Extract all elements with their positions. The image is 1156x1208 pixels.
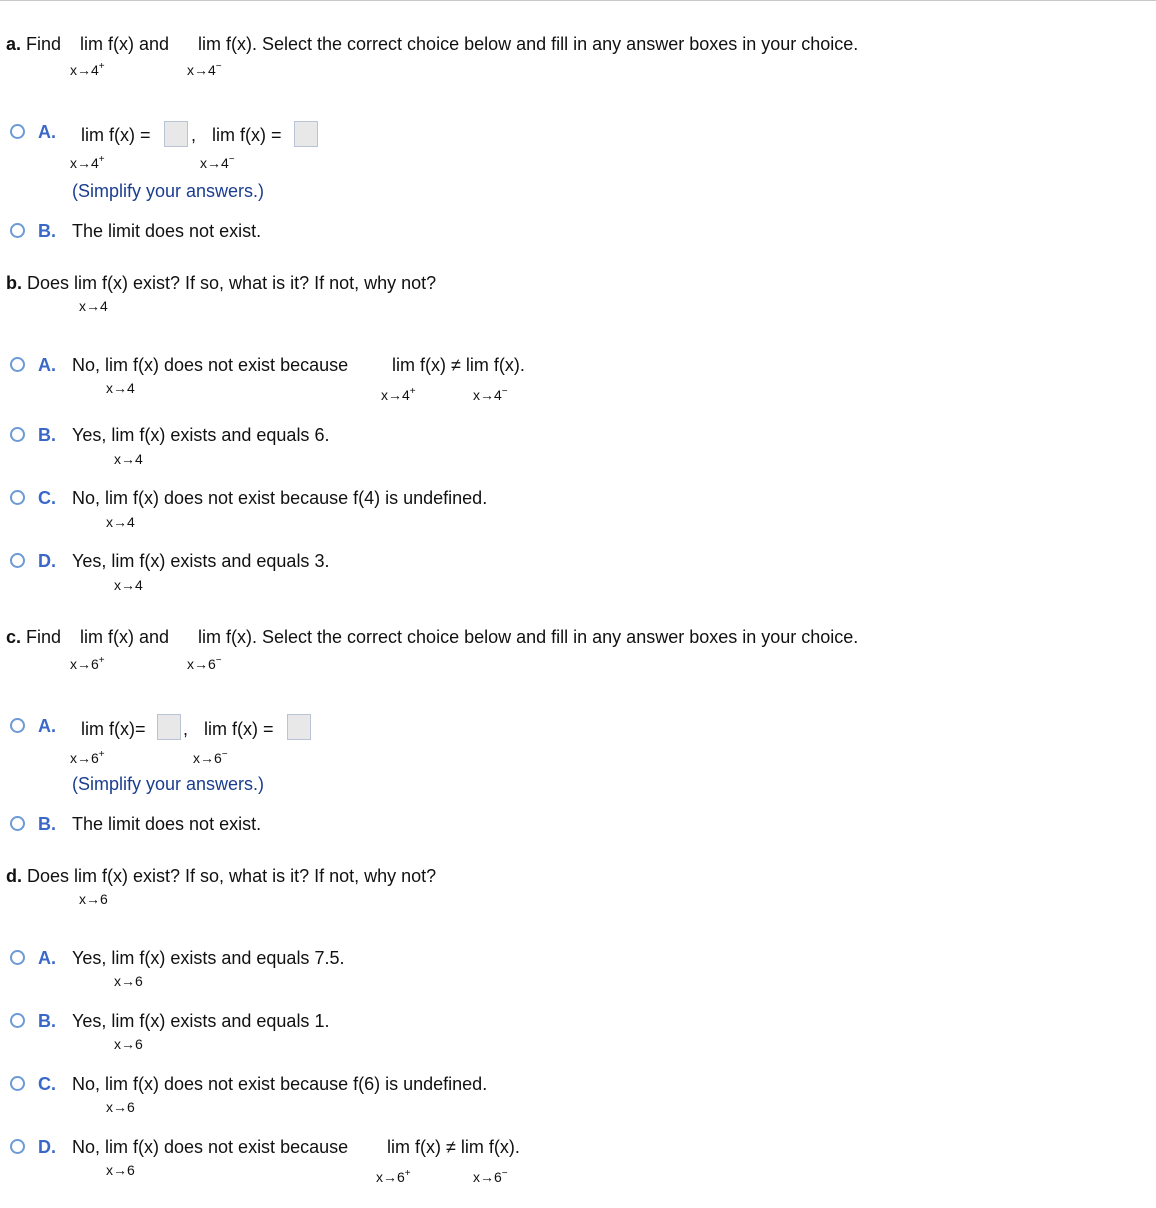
part-a-option-a-lim2: lim f(x) = bbox=[212, 125, 282, 145]
part-b-option-c-radio[interactable] bbox=[10, 490, 25, 505]
part-c-question: c. Find lim f(x) and lim f(x). Select the correct choice below and fill in any answer boxes in your choice. bbox=[6, 627, 859, 647]
part-c-option-a-radio[interactable] bbox=[10, 718, 25, 733]
part-a-question: a. Find lim f(x) and lim f(x). Select the correct choice below and fill in any answer boxes in your choice. bbox=[6, 34, 859, 54]
part-b-option-b-radio[interactable] bbox=[10, 427, 25, 442]
part-d-label: d. bbox=[6, 866, 22, 886]
part-a-label: a. bbox=[6, 34, 22, 54]
part-a-option-b-text: The limit does not exist. bbox=[72, 221, 262, 241]
part-a-option-a-radio[interactable] bbox=[10, 124, 25, 139]
part-b-option-c-text: No, lim f(x) does not exist because f(4) is undefined. bbox=[72, 488, 488, 508]
part-c-right-limit-answer-box[interactable] bbox=[157, 714, 181, 740]
part-b-option-b-text: Yes, lim f(x) exists and equals 6. bbox=[72, 425, 330, 445]
part-a-sub-left: x→4− bbox=[187, 61, 222, 78]
part-a-option-a-letter: A. bbox=[38, 122, 56, 142]
part-a-left-limit-answer-box[interactable] bbox=[294, 121, 318, 147]
part-c-left-limit-answer-box[interactable] bbox=[287, 714, 311, 740]
part-b-label: b. bbox=[6, 273, 22, 293]
part-a-simplify-note: (Simplify your answers.) bbox=[72, 181, 265, 201]
part-a-option-a-sub2: x→4− bbox=[200, 154, 235, 171]
part-c-simplify-note: (Simplify your answers.) bbox=[72, 774, 265, 794]
part-d-option-a-text: Yes, lim f(x) exists and equals 7.5. bbox=[72, 948, 345, 968]
part-d-option-a-radio[interactable] bbox=[10, 950, 25, 965]
part-b-option-d-text: Yes, lim f(x) exists and equals 3. bbox=[72, 551, 330, 571]
part-c-option-a-lim1: lim f(x)= bbox=[81, 719, 146, 739]
part-b-question: b. Does lim f(x) exist? If so, what is it? If not, why not? bbox=[6, 273, 437, 293]
part-c-label: c. bbox=[6, 627, 22, 647]
part-a-option-b-radio[interactable] bbox=[10, 223, 25, 238]
part-b-option-a-text2: lim f(x) ≠ lim f(x). bbox=[392, 355, 525, 375]
part-d-option-d-text2: lim f(x) ≠ lim f(x). bbox=[387, 1137, 520, 1157]
part-b-option-d-radio[interactable] bbox=[10, 553, 25, 568]
part-d-option-c-text: No, lim f(x) does not exist because f(6) is undefined. bbox=[72, 1074, 488, 1094]
part-d-option-b-text: Yes, lim f(x) exists and equals 1. bbox=[72, 1011, 330, 1031]
part-d-option-d-radio[interactable] bbox=[10, 1139, 25, 1154]
part-b-option-a-radio[interactable] bbox=[10, 357, 25, 372]
top-divider bbox=[0, 0, 1156, 1]
part-d-option-c-radio[interactable] bbox=[10, 1076, 25, 1091]
part-a-option-a-lim1: lim f(x) = bbox=[81, 125, 151, 145]
part-c-option-b-text: The limit does not exist. bbox=[72, 814, 262, 834]
part-c-option-b-radio[interactable] bbox=[10, 816, 25, 831]
part-c-option-a-lim2: lim f(x) = bbox=[204, 719, 274, 739]
part-d-option-d-text1: No, lim f(x) does not exist because bbox=[72, 1137, 349, 1157]
part-b-sub: x→4 bbox=[79, 298, 108, 314]
part-b-option-a-text1: No, lim f(x) does not exist because bbox=[72, 355, 349, 375]
part-a-right-limit-answer-box[interactable] bbox=[164, 121, 188, 147]
part-a-option-a-sub1: x→4+ bbox=[70, 154, 105, 171]
part-d-option-b-radio[interactable] bbox=[10, 1013, 25, 1028]
part-d-question: d. Does lim f(x) exist? If so, what is it? If not, why not? bbox=[6, 866, 437, 886]
part-a-sub-right: x→4+ bbox=[70, 61, 105, 78]
